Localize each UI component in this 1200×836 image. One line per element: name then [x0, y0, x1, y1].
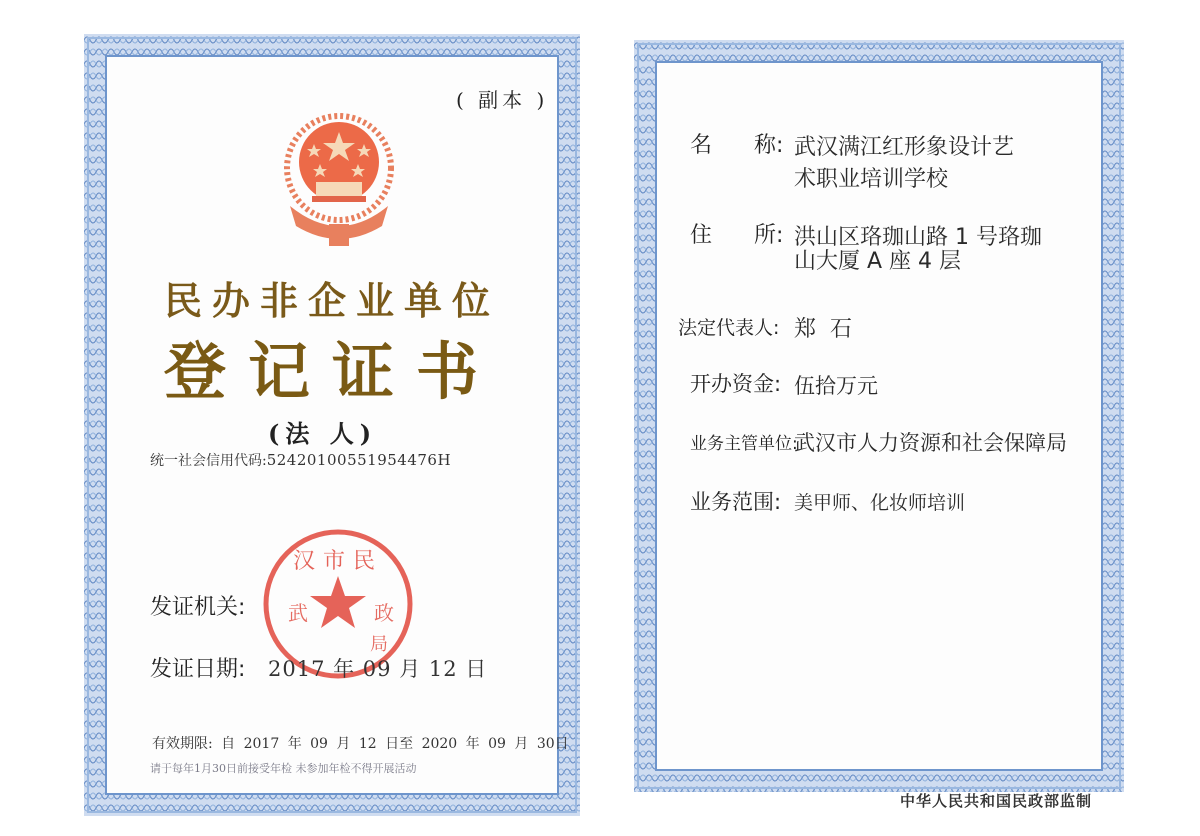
- issue-date-label: 发证日期:: [150, 657, 246, 682]
- field-scope-value: 美甲师、化妆师培训: [794, 492, 966, 514]
- credit-code: [150, 450, 451, 470]
- validity-period: 有效期限: 自 2017 年 09 月 12 日至 2020 年 09 月 30日: [152, 736, 569, 752]
- svg-text:政: 政: [374, 601, 394, 625]
- field-address-label: 住 所:: [690, 223, 784, 248]
- field-legal-rep-value: 郑 石: [794, 317, 852, 342]
- copy-mark: ( 副本 ): [456, 88, 549, 112]
- field-supervisor-value: 武汉市人力资源和社会保障局: [794, 431, 1067, 455]
- field-capital-value: 伍拾万元: [794, 374, 878, 398]
- svg-text:汉市民: 汉市民: [292, 549, 384, 574]
- field-supervisor-label: 业务主管单位:: [690, 434, 798, 454]
- certificate-title-line3: (法 人): [268, 419, 378, 448]
- credit-code-label: 统一社会信用代码:: [150, 453, 267, 469]
- certificate-title-line1: 民办非企业单位: [163, 279, 500, 323]
- field-name-label: 名 称:: [690, 133, 784, 158]
- annual-inspection-notice: 请于每年1月30日前接受年检 未参加年检不得开展活动: [150, 762, 417, 775]
- issuer-label: 发证机关:: [150, 595, 246, 620]
- field-address-value-line2: 山大厦 A 座 4 层: [794, 249, 962, 274]
- field-scope-label: 业务范围:: [690, 490, 782, 514]
- field-address-value-line1: 洪山区珞珈山路 1 号珞珈: [794, 225, 1042, 250]
- issue-date-value: 2017 年 09 月 12 日: [268, 657, 488, 681]
- field-capital-label: 开办资金:: [690, 372, 782, 396]
- footer-issuer: 中华人民共和国民政部监制: [900, 792, 1093, 810]
- field-legal-rep-label: 法定代表人:: [678, 317, 780, 339]
- certificate-title-line2: 登记证书: [163, 335, 500, 408]
- credit-code-value: 52420100551954476H: [266, 451, 452, 469]
- field-name-value-line1: 武汉满江红形象设计艺: [794, 135, 1015, 160]
- field-name-value-line2: 术职业培训学校: [794, 167, 949, 192]
- svg-text:武: 武: [288, 601, 308, 625]
- svg-text:局: 局: [370, 634, 388, 655]
